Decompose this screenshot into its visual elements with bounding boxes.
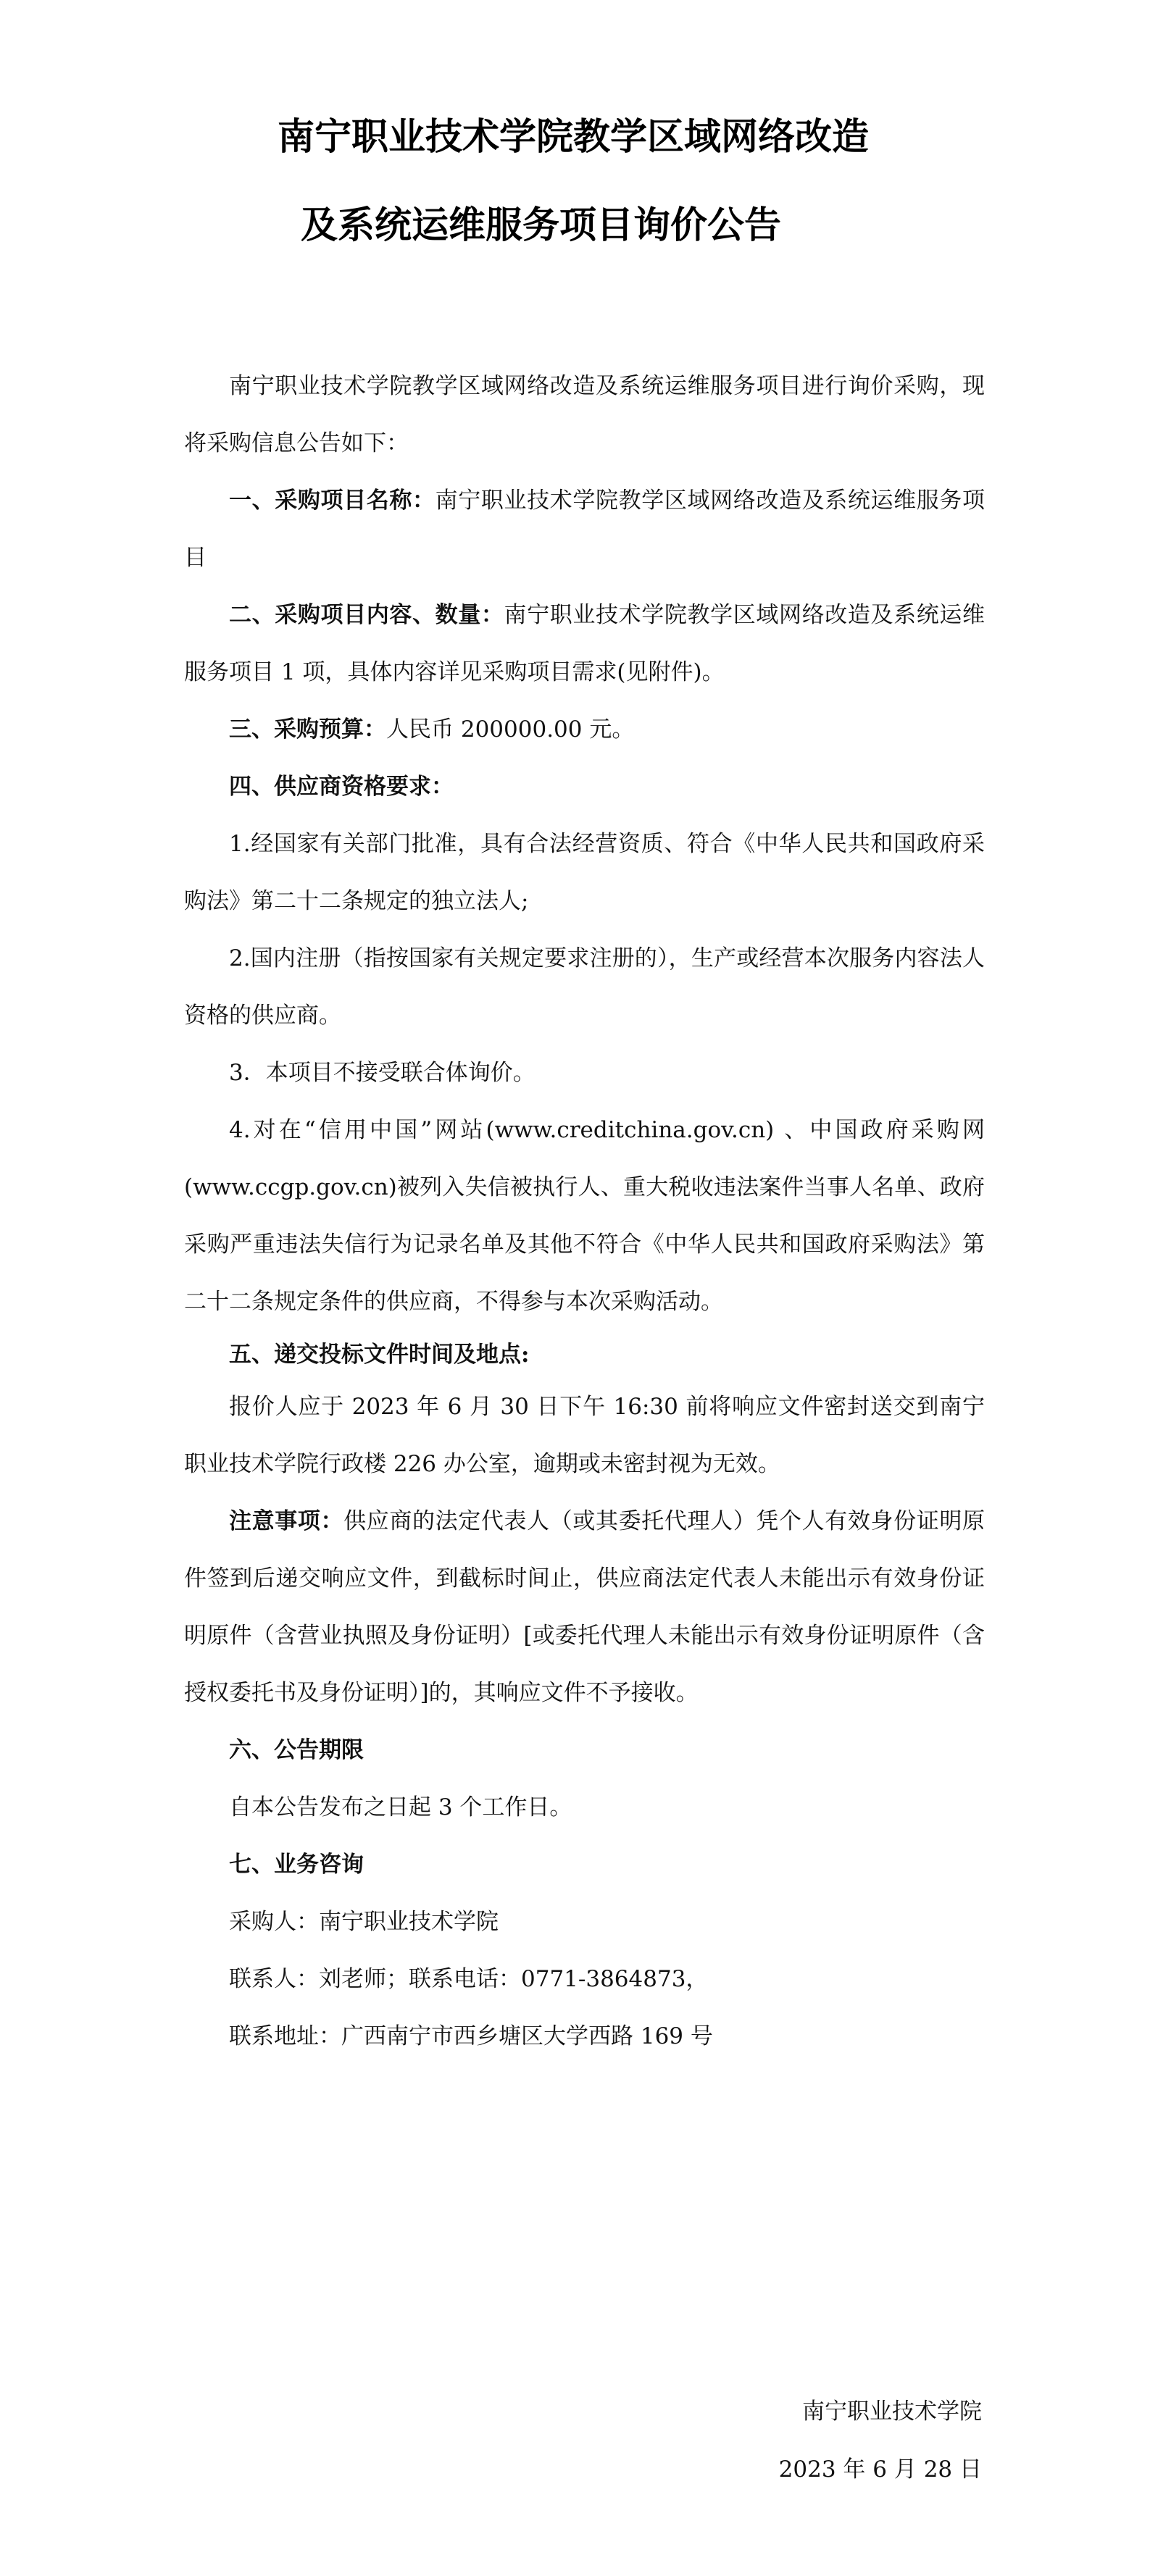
section-submission-heading: 五、递交投标文件时间及地点: xyxy=(229,1342,530,1368)
notice-title-line-2: 及系统运维服务项目询价公告 xyxy=(301,204,782,247)
notice-attention xyxy=(184,1493,985,1722)
notice-attention-label: 注意事项： xyxy=(229,1508,344,1534)
signature-date: 2023 年 6 月 28 日 xyxy=(778,2456,982,2483)
section-qualification-heading: 四、供应商资格要求： xyxy=(229,774,454,800)
section-inquiry-heading: 七、业务咨询 xyxy=(229,1852,364,1878)
section-budget-text: 人民币 200000.00 元。 xyxy=(386,716,635,743)
qualification-item: 4.对在“信用中国”网站(www.creditchina.gov.cn) 、中国政府采购网(www.ccgp.gov.cn)被列入失信被执行人、重大税收违法案件当事人名单、政府采购严重违法失信行为记录名单及其他不符合《中华人民共和国政府采购法》第二十二条规定条件的供应商，不得参与本次采购活动。 xyxy=(184,1117,985,1315)
section-project-name xyxy=(184,472,985,587)
section-project-name-label: 一、采购项目名称： xyxy=(229,488,436,514)
section-submission-text: 报价人应于 2023 年 6 月 30 日下午 16:30 前将响应文件密封送交到南宁职业技术学院行政楼 226 办公室，逾期或未密封视为无效。 xyxy=(184,1394,985,1477)
section-project-name-text: 南宁职业技术学院教学区域网络改造及系统运维服务项目 xyxy=(184,488,985,571)
notice-attention-text: 供应商的法定代表人（或其委托代理人）凭个人有效身份证明原件签到后递交响应文件，到截标时间止，供应商法定代表人未能出示有效身份证明原件（含营业执照及身份证明）[或委托代理人未能出示有效身份证明原件（含授权委托书及身份证明）]的，其响应文件不予接收。 xyxy=(184,1508,985,1706)
qualification-item: 1.经国家有关部门批准，具有合法经营资质、符合《中华人民共和国政府采购法》第二十二条规定的独立法人; xyxy=(184,831,985,914)
section-project-content xyxy=(184,587,985,701)
notice-title-line-1: 南宁职业技术学院教学区域网络改造 xyxy=(278,116,870,159)
signature-organization: 南宁职业技术学院 xyxy=(802,2399,982,2425)
qualification-item: 3．本项目不接受联合体询价。 xyxy=(229,1060,536,1086)
address-line: 联系地址：广西南宁市西乡塘区大学西路 169 号 xyxy=(229,2023,713,2049)
section-period-text: 自本公告发布之日起 3 个工作日。 xyxy=(229,1794,572,1820)
intro-paragraph: 南宁职业技术学院教学区域网络改造及系统运维服务项目进行询价采购，现将采购信息公告如下： xyxy=(184,373,985,456)
section-period-heading: 六、公告期限 xyxy=(229,1737,364,1763)
contact-line: 联系人：刘老师；联系电话：0771-3864873， xyxy=(229,1966,709,1992)
purchaser-line: 采购人：南宁职业技术学院 xyxy=(229,1909,499,1935)
section-project-content-text: 南宁职业技术学院教学区域网络改造及系统运维服务项目 1 项，具体内容详见采购项目需求(见附件)。 xyxy=(184,602,985,685)
section-budget-label: 三、采购预算： xyxy=(229,716,386,743)
section-budget xyxy=(184,701,985,758)
qualification-item: 2.国内注册（指按国家有关规定要求注册的），生产或经营本次服务内容法人资格的供应商。 xyxy=(184,945,985,1029)
notice-body xyxy=(184,358,985,2065)
section-project-content-label: 二、采购项目内容、数量： xyxy=(229,602,504,628)
